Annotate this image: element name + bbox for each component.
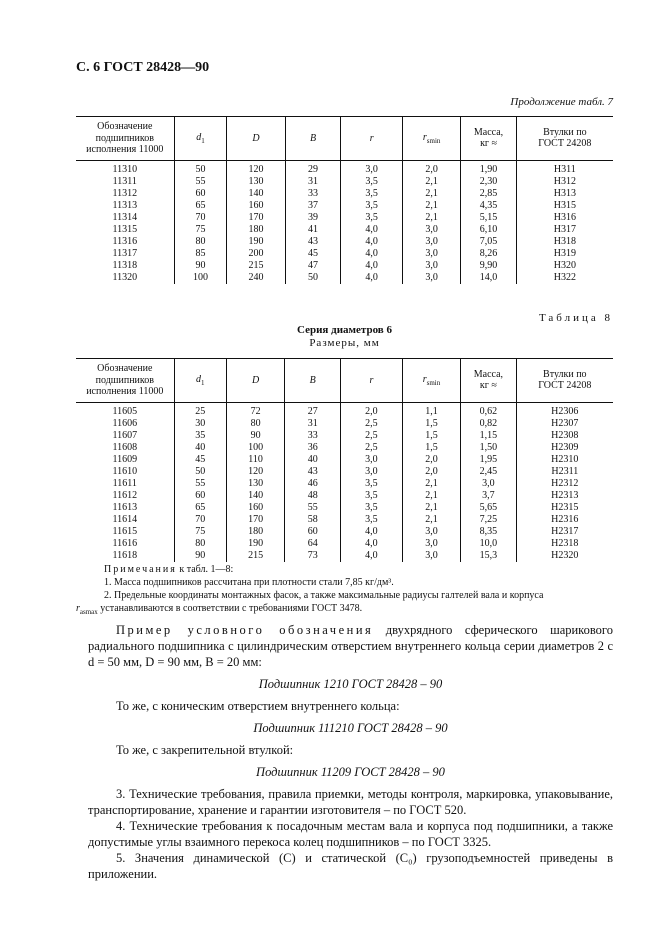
table-cell: 11611: [112, 477, 137, 489]
table-cell: 140: [226, 490, 284, 502]
table-cell: 80: [174, 236, 227, 248]
table-cell: Н315: [516, 200, 613, 212]
table-cell: 48: [285, 490, 341, 502]
table-row: [76, 418, 613, 430]
table-cell: 2,45: [461, 466, 516, 478]
table-cell: 60: [174, 188, 227, 200]
table-8-label: Таблица 8: [538, 312, 613, 324]
col-D-symbol: D: [251, 374, 260, 386]
table-7: [76, 116, 613, 284]
table-cell: 11608: [112, 441, 138, 453]
col-mass-line2: кг ≈: [480, 138, 498, 150]
table-cell: Н2310: [516, 454, 613, 466]
table-cell: 9,90: [461, 260, 516, 272]
table-cell: 215: [227, 260, 285, 272]
col-r: [341, 359, 403, 403]
table-cell: 39: [285, 212, 341, 224]
table-cell: 75: [174, 224, 227, 236]
table-cell: 110: [226, 454, 284, 466]
note-2-symbol: r: [76, 603, 80, 614]
table-cell: 11613: [112, 501, 138, 513]
table-cell: 3,0: [402, 526, 461, 538]
table-row: [76, 442, 613, 454]
table-row: [76, 236, 613, 248]
col-sleeves: [516, 359, 613, 403]
table-cell: Н311: [516, 160, 613, 176]
table-cell: 6,10: [461, 224, 516, 236]
notes-heading-spaced: Примечания: [104, 564, 177, 575]
col-designation-line3: исполнения 11000: [86, 386, 164, 397]
table-cell: 4,0: [341, 260, 402, 272]
example-paragraph: [88, 622, 613, 670]
table-cell: 40: [285, 454, 341, 466]
table-cell: 11605: [112, 405, 138, 417]
table-row: [76, 200, 613, 212]
table-cell: 65: [174, 502, 226, 514]
same-note-1: То же, с коническим отверстием внутреннего кольца:: [116, 699, 400, 713]
table-cell: Н2318: [516, 538, 613, 550]
table-cell: 30: [174, 418, 226, 430]
table-cell: Н2306: [516, 402, 613, 418]
notes-heading: [104, 563, 613, 576]
table-cell: Н2309: [516, 442, 613, 454]
table-cell: 5,65: [461, 502, 516, 514]
table-cell: 11614: [112, 513, 138, 525]
designation-example-2: Подшипник 111210 ГОСТ 28428 – 90: [253, 721, 448, 735]
table-header-row: [76, 359, 613, 403]
table-cell: 3,5: [341, 176, 402, 188]
table-cell: 60: [285, 526, 341, 538]
col-d1-sub: 1: [201, 378, 205, 387]
col-designation: [76, 359, 174, 403]
paragraph-4: 4. Технические требования к посадочным местам вала и корпуса под подшипники, а также допустимые углы взаимного перекоса колец подшипников – по ГОСТ 3325.: [88, 819, 613, 849]
table-cell: Н2317: [516, 526, 613, 538]
table-cell: 4,0: [341, 248, 402, 260]
table-cell: 50: [174, 466, 226, 478]
table-cell: 3,0: [402, 260, 460, 272]
example-text: двухрядного сферического шарикового радиального подшипника с цилиндрическим отверстием внутреннего кольца серии диаметров 2 с d = 50 мм, D = 90 мм, B = 20 мм:: [88, 623, 613, 669]
table-cell: 50: [174, 160, 227, 176]
table-row: [76, 550, 613, 562]
table-row: [76, 454, 613, 466]
table-row: [76, 526, 613, 538]
table-cell: 70: [174, 212, 227, 224]
col-D: [227, 117, 285, 161]
col-mass: [461, 359, 516, 403]
table-cell: 2,5: [341, 418, 403, 430]
table-cell: 2,0: [402, 454, 461, 466]
document-body: [88, 622, 613, 882]
col-d1-sub: 1: [201, 136, 205, 145]
table-cell: 11315: [112, 223, 138, 235]
table-cell: 7,05: [461, 236, 516, 248]
table-cell: 8,35: [461, 526, 516, 538]
table-cell: 3,0: [402, 248, 460, 260]
table-cell: 2,0: [402, 160, 460, 176]
table-cell: Н2313: [516, 490, 613, 502]
table-cell: 8,26: [461, 248, 516, 260]
table-cell: 1,15: [461, 430, 516, 442]
table-cell: 33: [285, 188, 341, 200]
col-rsmin-sub: smin: [426, 378, 441, 387]
table-cell: 11606: [112, 417, 138, 429]
table-cell: 11618: [112, 549, 138, 561]
table-cell: 47: [285, 260, 341, 272]
table-row: [76, 538, 613, 550]
table-cell: Н2312: [516, 478, 613, 490]
same-note-2: То же, с закрепительной втулкой:: [116, 743, 294, 757]
paragraph-3: 3. Технические требования, правила приемки, методы контроля, маркировка, упаковывание, транспортирование, хранение и гарантии изготовителя – по ГОСТ 520.: [88, 787, 613, 817]
col-designation-line1: Обозначение: [97, 363, 153, 374]
col-sleeves-line1: Втулки по: [543, 126, 587, 138]
table-cell: 3,0: [341, 466, 403, 478]
table-cell: 58: [285, 514, 341, 526]
table-cell: 3,5: [341, 478, 403, 490]
table-8-title: Серия диаметров 6: [297, 324, 392, 336]
table-cell: 2,0: [402, 466, 461, 478]
table-cell: Н2307: [516, 418, 613, 430]
table-cell: 4,35: [461, 200, 516, 212]
table-8: [76, 358, 613, 562]
table-8-body: [76, 402, 613, 562]
col-sleeves-line1: Втулки по: [543, 368, 587, 380]
col-r: [341, 117, 402, 161]
col-rsmin-symbol: r: [422, 373, 427, 385]
table-cell: 4,0: [341, 550, 403, 562]
table-cell: 120: [227, 160, 285, 176]
table-cell: 2,1: [402, 514, 461, 526]
table-row: [76, 176, 613, 188]
col-rsmin: [402, 359, 461, 403]
table-cell: 11615: [112, 525, 138, 537]
table-cell: 3,5: [341, 502, 403, 514]
col-sleeves: [516, 117, 613, 161]
note-2-rest: устанавливаются в соответствии с требованиями ГОСТ 3478.: [97, 603, 363, 614]
col-d1-symbol: d: [196, 373, 202, 385]
table-cell: 11310: [112, 163, 138, 175]
table-cell: Н312: [516, 176, 613, 188]
table-cell: 11316: [112, 235, 138, 247]
note-1: 1. Масса подшипников рассчитана при плотности стали 7,85 кг/дм³.: [104, 577, 394, 588]
table-row: [76, 160, 613, 176]
table-row: [76, 478, 613, 490]
example-heading: Пример условного обозначения: [116, 623, 374, 637]
table-cell: 1,5: [402, 418, 461, 430]
table-cell: 80: [174, 538, 226, 550]
table-cell: 3,0: [461, 478, 516, 490]
table-cell: 90: [174, 260, 227, 272]
notes-heading-rest: к табл. 1—8:: [176, 564, 234, 575]
table-cell: 2,1: [402, 212, 460, 224]
table-cell: 215: [226, 550, 284, 562]
table-cell: 11318: [112, 259, 138, 271]
table-cell: 90: [174, 550, 226, 562]
table-cell: 35: [174, 430, 226, 442]
table-cell: 100: [226, 442, 284, 454]
table-cell: Н320: [516, 260, 613, 272]
table-cell: 4,0: [341, 224, 402, 236]
table-cell: 40: [174, 442, 226, 454]
table-cell: 11612: [112, 489, 138, 501]
table-cell: 2,5: [341, 430, 403, 442]
table-cell: 2,0: [341, 402, 403, 418]
table-cell: 3,0: [402, 550, 461, 562]
table-cell: 11607: [112, 429, 138, 441]
col-B: [285, 117, 341, 161]
table-cell: 0,82: [461, 418, 516, 430]
table-cell: 180: [227, 224, 285, 236]
table-cell: 4,0: [341, 272, 402, 284]
table-cell: 41: [285, 224, 341, 236]
table-cell: 3,5: [341, 212, 402, 224]
table-cell: 4,0: [341, 526, 403, 538]
col-sleeves-line2: ГОСТ 24208: [538, 138, 592, 150]
col-r-symbol: r: [369, 374, 374, 386]
col-rsmin-sub: smin: [426, 136, 441, 145]
table-row: [76, 212, 613, 224]
col-designation-line3: исполнения 11000: [86, 144, 164, 155]
table-cell: 0,62: [461, 402, 516, 418]
col-D-symbol: D: [252, 132, 260, 144]
table-cell: 90: [226, 430, 284, 442]
table-cell: 14,0: [461, 272, 516, 284]
table-cell: 55: [174, 176, 227, 188]
col-B-symbol: B: [309, 374, 316, 386]
table-cell: Н2311: [516, 466, 613, 478]
table-cell: 2,1: [402, 200, 460, 212]
table-cell: 15,3: [461, 550, 516, 562]
col-mass: [461, 117, 516, 161]
table-row: [76, 188, 613, 200]
table-cell: 11313: [112, 199, 138, 211]
table-cell: 33: [285, 430, 341, 442]
table-row: [76, 502, 613, 514]
table-cell: 7,25: [461, 514, 516, 526]
table-cell: 170: [227, 212, 285, 224]
table-cell: Н313: [516, 188, 613, 200]
table-cell: 36: [285, 442, 341, 454]
table-cell: 1,90: [461, 160, 516, 176]
col-B-symbol: B: [309, 132, 317, 144]
table-row: [76, 514, 613, 526]
table-cell: 190: [227, 236, 285, 248]
table-cell: 11314: [112, 211, 138, 223]
table-cell: 1,1: [402, 402, 461, 418]
col-designation: [76, 117, 174, 161]
col-D: [226, 359, 284, 403]
table-cell: 60: [174, 490, 226, 502]
table-cell: 2,85: [461, 188, 516, 200]
table-cell: 2,1: [402, 188, 460, 200]
col-designation-line2: подшипников: [95, 132, 154, 144]
col-mass-line1: Масса,: [473, 126, 504, 138]
table-cell: 100: [174, 272, 227, 284]
table-row: [76, 272, 613, 284]
table-8-subtitle: Размеры, мм: [309, 337, 380, 349]
table-cell: 2,1: [402, 490, 461, 502]
table-cell: 80: [226, 418, 284, 430]
col-designation-line1: Обозначение: [97, 121, 153, 132]
table-cell: 11320: [112, 271, 138, 283]
note-2: 2. Предельные координаты монтажных фасок, а также максимальные радиусы галтелей вала и корпуса: [104, 590, 544, 601]
table-cell: 180: [226, 526, 284, 538]
table-cell: 190: [226, 538, 284, 550]
table-row: [76, 430, 613, 442]
col-mass-line1: Масса,: [473, 368, 504, 380]
table-cell: 31: [285, 176, 341, 188]
table-cell: 29: [285, 160, 341, 176]
table-cell: 3,5: [341, 490, 403, 502]
table-row: [76, 466, 613, 478]
table-cell: 2,1: [402, 176, 460, 188]
table-cell: Н322: [516, 272, 613, 284]
table-cell: 55: [285, 502, 341, 514]
table-cell: 130: [227, 176, 285, 188]
table-cell: 1,5: [402, 442, 461, 454]
table-cell: 1,50: [461, 442, 516, 454]
designation-example-3: Подшипник 11209 ГОСТ 28428 – 90: [256, 765, 445, 779]
table-header-row: [76, 117, 613, 161]
col-designation-line2: подшипников: [95, 374, 154, 386]
table-cell: 200: [227, 248, 285, 260]
paragraph-5: 5. Значения динамической (C) и статической (C₀) грузоподъемностей приведены в приложении.: [88, 851, 613, 881]
table-cell: 70: [174, 514, 226, 526]
table-cell: 2,1: [402, 478, 461, 490]
table-cell: 2,30: [461, 176, 516, 188]
table-cell: 45: [174, 454, 226, 466]
table-cell: 3,0: [341, 454, 403, 466]
table-cell: Н2308: [516, 430, 613, 442]
col-rsmin-symbol: r: [422, 131, 427, 143]
table-cell: 11317: [112, 247, 138, 259]
table-cell: 2,1: [402, 502, 461, 514]
table-cell: 27: [285, 402, 341, 418]
table-cell: 5,15: [461, 212, 516, 224]
table-cell: 1,5: [402, 430, 461, 442]
table-cell: 120: [226, 466, 284, 478]
table-row: [76, 248, 613, 260]
table-row: [76, 490, 613, 502]
col-B: [285, 359, 341, 403]
table-7-body: [76, 160, 613, 284]
table-notes: [76, 563, 613, 619]
col-rsmin: [402, 117, 460, 161]
table-cell: 240: [227, 272, 285, 284]
table-cell: 3,0: [341, 160, 402, 176]
table-cell: Н316: [516, 212, 613, 224]
page-header: С. 6 ГОСТ 28428—90: [76, 60, 210, 75]
table-cell: 160: [226, 502, 284, 514]
col-r-symbol: r: [369, 132, 374, 144]
table-cell: 11312: [112, 187, 138, 199]
col-mass-line2: кг ≈: [479, 380, 497, 392]
table-cell: 46: [285, 478, 341, 490]
table-cell: 55: [174, 478, 226, 490]
col-d1-symbol: d: [196, 131, 202, 143]
table-cell: 64: [285, 538, 341, 550]
table-cell: 3,5: [341, 200, 402, 212]
note-2-continuation: [76, 602, 613, 619]
table-cell: 72: [226, 402, 284, 418]
table-cell: 3,5: [341, 188, 402, 200]
table-cell: 160: [227, 200, 285, 212]
table-cell: 3,0: [402, 224, 460, 236]
table-cell: 11609: [112, 453, 138, 465]
designation-example-1: Подшипник 1210 ГОСТ 28428 – 90: [258, 677, 443, 691]
table-cell: 50: [285, 272, 341, 284]
table-cell: 2,5: [341, 442, 403, 454]
table-cell: Н319: [516, 248, 613, 260]
table-cell: 130: [226, 478, 284, 490]
table-cell: 43: [285, 466, 341, 478]
table-cell: 45: [285, 248, 341, 260]
col-d1: [174, 359, 226, 403]
table-cell: Н2316: [516, 514, 613, 526]
table-cell: 43: [285, 236, 341, 248]
col-d1: [174, 117, 227, 161]
note-2-sub: asmax: [79, 608, 98, 616]
table-cell: Н318: [516, 236, 613, 248]
table-cell: 170: [226, 514, 284, 526]
table-cell: 11616: [112, 537, 138, 549]
col-sleeves-line2: ГОСТ 24208: [538, 380, 592, 392]
table-row: [76, 402, 613, 418]
table-cell: 3,0: [402, 538, 461, 550]
table-cell: 11610: [112, 465, 138, 477]
table-cell: 3,5: [341, 514, 403, 526]
table-cell: 3,0: [402, 236, 460, 248]
table-cell: 25: [174, 402, 226, 418]
table-cell: 10,0: [461, 538, 516, 550]
table-cell: 1,95: [461, 454, 516, 466]
table-cell: 31: [285, 418, 341, 430]
table-cell: 65: [174, 200, 227, 212]
table-cell: 3,7: [461, 490, 516, 502]
table-row: [76, 224, 613, 236]
table-cell: Н2320: [516, 550, 613, 562]
table-continuation-label: Продолжение табл. 7: [510, 96, 613, 108]
table-cell: Н2315: [516, 502, 613, 514]
table-cell: Н317: [516, 224, 613, 236]
table-cell: 3,0: [402, 272, 460, 284]
table-row: [76, 260, 613, 272]
table-cell: 140: [227, 188, 285, 200]
table-cell: 4,0: [341, 236, 402, 248]
table-cell: 11311: [112, 175, 137, 187]
table-cell: 75: [174, 526, 226, 538]
table-cell: 73: [285, 550, 341, 562]
table-cell: 85: [174, 248, 227, 260]
table-cell: 4,0: [341, 538, 403, 550]
table-cell: 37: [285, 200, 341, 212]
